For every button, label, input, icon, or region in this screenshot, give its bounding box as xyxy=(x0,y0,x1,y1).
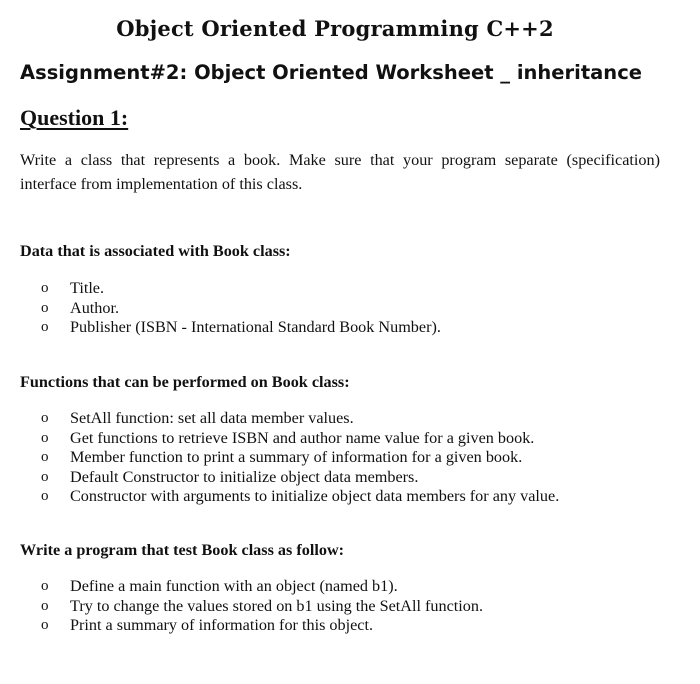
section-heading-data: Data that is associated with Book class: xyxy=(20,242,291,260)
question-heading: Question 1: xyxy=(20,105,129,130)
bullet-icon: o xyxy=(41,488,49,504)
bullet-icon: o xyxy=(41,429,49,446)
section-heading-program: Write a program that test Book class as follow: xyxy=(20,541,345,559)
question-intro: Write a class that represents a book. Make sure that your program separate (specification) interface from implementation of this class. xyxy=(20,151,660,193)
bullet-icon: o xyxy=(41,280,49,296)
list-item-text: Get functions to retrieve ISBN and author name value for a given book. xyxy=(70,428,535,447)
bullet-icon: o xyxy=(41,449,49,465)
bullet-icon: o xyxy=(41,617,49,633)
assignment-subtitle: Assignment#2: Object Oriented Worksheet _ inheritance xyxy=(20,61,642,84)
bullet-icon: o xyxy=(41,299,49,316)
list-item-text: Publisher (ISBN - International Standard Book Number). xyxy=(70,318,441,336)
list-item-text: Define a main function with an object (named b1). xyxy=(70,577,398,595)
bullet-icon: o xyxy=(41,410,49,426)
bullet-icon: o xyxy=(41,319,49,335)
list-item-text: Default Constructor to initialize object data members. xyxy=(70,467,419,486)
list-item-text: Constructor with arguments to initialize object data members for any value. xyxy=(70,487,560,505)
list-item-text: Try to change the values stored on b1 using the SetAll function. xyxy=(70,596,484,615)
bullet-icon: o xyxy=(41,597,49,614)
list-item-text: Author. xyxy=(70,298,120,317)
bullet-icon: o xyxy=(41,468,49,485)
list-item-text: SetAll function: set all data member values. xyxy=(70,409,354,427)
section-heading-functions: Functions that can be performed on Book class: xyxy=(20,373,350,391)
list-item-text: Title. xyxy=(70,279,105,297)
bullet-icon: o xyxy=(41,578,49,594)
list-item-text: Member function to print a summary of information for a given book. xyxy=(70,448,523,466)
list-item-text: Print a summary of information for this object. xyxy=(70,616,374,634)
document-title: Object Oriented Programming C++2 xyxy=(116,16,554,41)
